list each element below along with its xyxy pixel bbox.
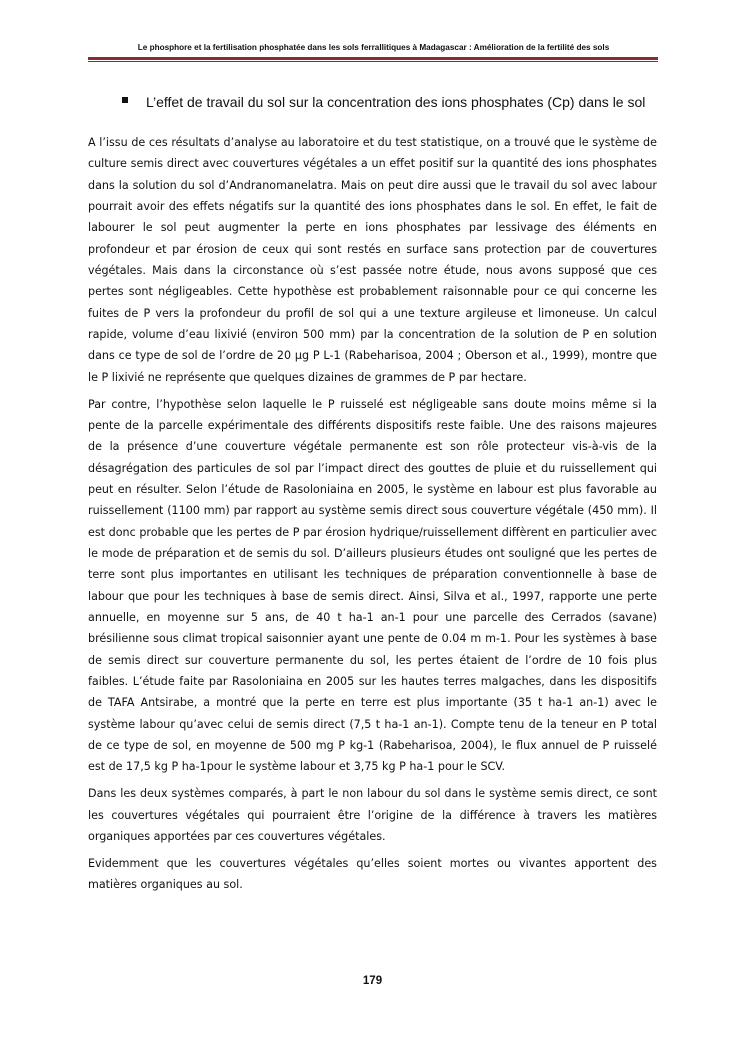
page-number: 179 [362,975,383,987]
paragraph-3: Dans les deux systèmes comparés, à part le non labour du sol dans le système semis direct, ce sont les couvertures végétales qui pourraient être l’origine de la différence à travers les matières organiques apportées par ces couvertures végétales. [88,787,657,843]
section-heading [128,92,660,112]
running-header: Le phosphore et la fertilisation phosphatée dans les sols ferrallitiques à Madagascar : Amélioration de la fertilité des sols [137,43,610,52]
body-text [88,132,657,901]
paragraph-4: Evidemment que les couvertures végétales qu’elles soient mortes ou vivantes apportent des matières organiques au sol. [88,856,657,892]
header-rule-thin [88,61,658,62]
square-bullet-icon [122,97,128,103]
header-rule [88,57,658,60]
paragraph-2: Par contre, l’hypothèse selon laquelle le P ruisselé est négligeable sans doute moins même si la pente de la parcelle expérimentale des différents dispositifs reste faible. Une des raisons majeures de la présence d’une couverture végétale permanente est son rôle protecteur vis-à-vis de la désagrégation des particules de sol par l’impact direct des gouttes de pluie et du ruissellement qui peut en résulter. Selon l’étude de Rasoloniaina en 2005, le système en labour est plus favorable au ruissellement (1100 mm) par rapport au système semis direct sous couverture végétale (450 mm). Il est donc probable que les pertes de P par érosion hydrique/ruissellement diffèrent en particulier avec le mode de préparation et de semis du sol. D’ailleurs plusieurs études ont souligné que les pertes de terre sont plus importantes en utilisant les techniques de préparation conventionnelle à base de labour que pour les techniques à base de semis direct. Ainsi, Silva et al., 1997, rapporte une perte annuelle, en moyenne sur 5 ans, de 40 t ha-1 an-1 pour une parcelle des Cerrados (savane) brésilienne sous climat tropical saisonnier ayant une pente de 0.04 m m-1. Pour les systèmes à base de semis direct sur couverture permanente du sol, les pertes étaient de l’ordre de 10 fois plus faibles. L’étude faite par Rasoloniaina en 2005 sur les hautes terres malgaches, dans les dispositifs de TAFA Antsirabe, a montré que la perte en terre est plus importante (35 t ha-1 an-1) avec le système labour qu’avec celui de semis direct (7,5 t ha-1 an-1). Compte tenu de la teneur en P total de ce type de sol, en moyenne de 500 mg P kg-1 (Rabeharisoa, 2004), le flux annuel de P ruisselé est de 17,5 kg P ha-1pour le système labour et 3,75 kg P ha-1 pour le SCV. [88,397,657,774]
paragraph-1: A l’issu de ces résultats d’analyse au laboratoire et du test statistique, on a trouvé que le système de culture semis direct avec couvertures végétales a un effet positif sur la quantité des ions phosphates dans la solution du sol d’Andranomanelatra. Mais on peut dire aussi que le travail du sol avec labour pourrait avoir des effets négatifs sur la quantité des ions phosphates dans le sol. En effet, le fait de labourer le sol peut augmenter la perte en ions phosphates par lessivage des éléments en profondeur et par érosion de ceux qui sont restés en surface sans protection par de couvertures végétales. Mais dans la circonstance où s’est passée notre étude, nous avons supposé que ces pertes sont négligeables. Cette hypothèse est probablement raisonnable pour ce qui concerne les fuites de P vers la profondeur du profil de sol qui a une texture argileuse et limoneuse. Un calcul rapide, volume d’eau lixivié (environ 500 mm) par la concentration de la solution de P en solution dans ce type de sol de l’ordre de 20 µg P L-1 (Rabeharisoa, 2004 ; Oberson et al., 1999), montre que le P lixivié ne représente que quelques dizaines de grammes de P par hectare. [88,136,657,384]
section-heading-text: L’effet de travail du sol sur la concentration des ions phosphates (Cp) dans le sol [146,94,646,110]
